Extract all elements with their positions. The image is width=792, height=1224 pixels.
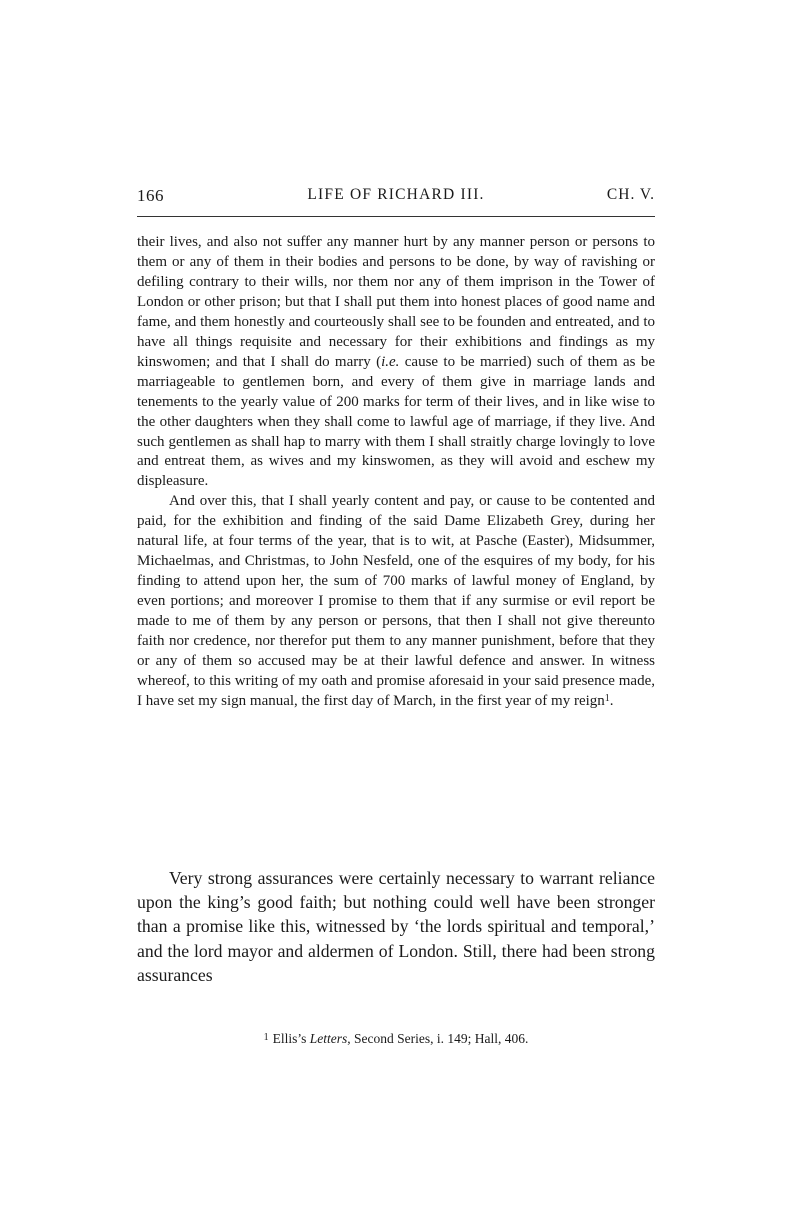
body-text — [137, 866, 655, 987]
running-title: LIFE OF RICHARD III. — [307, 186, 485, 203]
running-header — [137, 186, 655, 208]
footnote — [137, 1031, 655, 1047]
footnote-author: Ellis’s — [272, 1031, 310, 1046]
page-number: 166 — [137, 186, 164, 205]
quote-paragraph-2-text: And over this, that I shall yearly content and pay, or cause to be contented and paid, for the exhibition and finding of the said Dame Elizabeth Grey, during her natural life, at four terms of the year, that is to wit, at Pasche (Easter), Midsummer, Michaelmas, and Christmas, to John Nesfeld, one of the esquires of my body, for his finding to attend upon her, the sum of 700 marks of lawful money of England, by even portions; and moreover I promise to them that if any surmise or evil report be made to me of them by any person or persons, that then I shall not give thereunto faith nor credence, nor therefor put them to any manner punishment, before that they or any of them so accused may be at their lawful defence and answer. In witness whereof, to this writing of my oath and promise aforesaid in your said presence made, I have set my sign manual, the first day of March, in the first year of my reign — [137, 493, 655, 709]
body-paragraph: Very strong assurances were certainly necessary to warrant reliance upon the king’s good faith; but nothing could well have been stronger than a promise like this, witnessed by ‘the lords spiritual and temporal,’ and the lord mayor and aldermen of London. Still, there had been strong assurances — [137, 868, 655, 985]
quote-paragraph-2 — [137, 492, 655, 711]
ie-abbreviation: i.e. — [381, 353, 400, 370]
quote-paragraph-1-text: their lives, and also not suffer any manner hurt by any manner person or persons to them or any of them in their bodies and persons to be done, by way of ravishing or defiling contrary to their wills, nor them nor any of them imprison in the Tower of London or other prison; but that I shall put them into honest places of good name and fame, and them honestly and courteously shall see to be founden and entreated, and to have all things requisite and necessary for their exhibitions and findings as my kinswomen; and that I shall do marry ( — [137, 234, 655, 370]
footnote-reference: 1 — [604, 692, 610, 704]
quote-paragraph-1 — [137, 233, 655, 492]
quoted-document — [137, 233, 655, 712]
header-rule — [137, 216, 655, 217]
quote-paragraph-1-continuation: cause to be married) such of them as be marriageable to gentlemen born, and every of them give in marriage lands and tenements to the yearly value of 200 marks for term of their lives, and in like wise to the other daughters when they shall come to lawful age of marriage, if they live. And such gentlemen as shall hap to marry with them I shall straitly charge lovingly to love and entreat them, as wives and my kinswomen, as they will avoid and eschew my displeasure. — [137, 353, 655, 490]
chapter-label: CH. V. — [606, 186, 655, 203]
footnote-citation: , Second Series, i. 149; Hall, 406. — [347, 1031, 529, 1046]
footnote-work: Letters — [309, 1031, 348, 1046]
quote-paragraph-2-end: . — [609, 692, 614, 709]
footnote-mark: 1 — [263, 1032, 269, 1043]
